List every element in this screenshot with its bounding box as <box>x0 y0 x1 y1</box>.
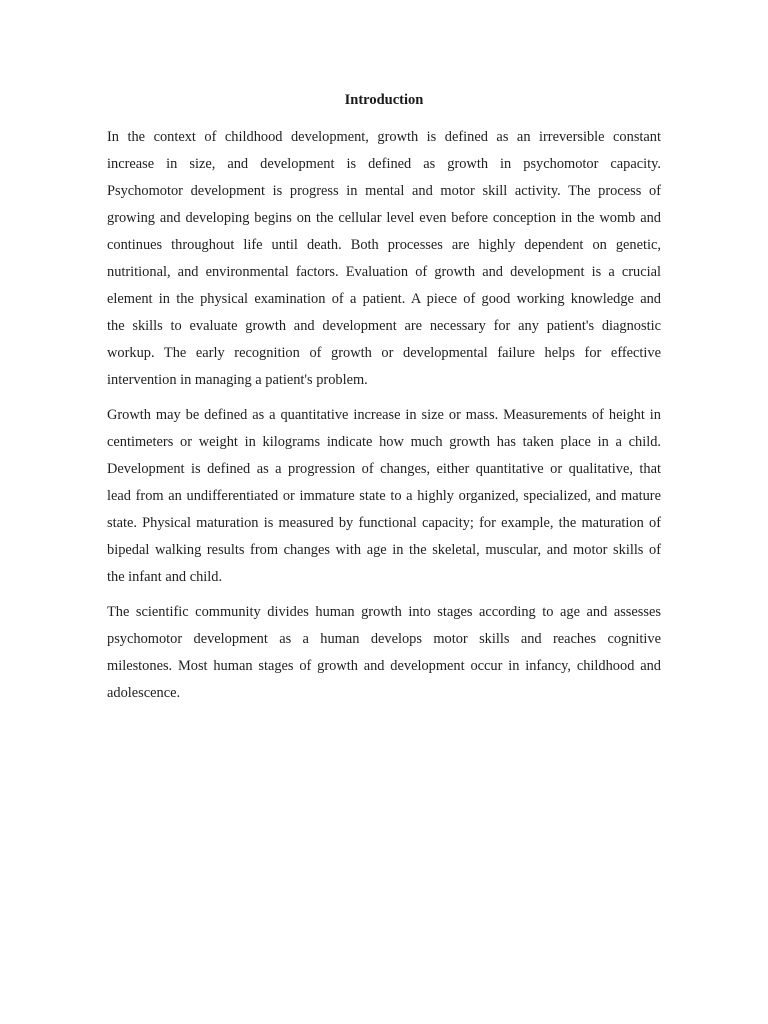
text-line: nutritional, and environmental factors. Evaluation of growth and development is a crucial <box>107 264 661 280</box>
text-line: In the context of childhood development, growth is defined as an irreversible constant <box>107 129 661 145</box>
text-line: increase in size, and development is defined as growth in psychomotor capacity. <box>107 156 661 172</box>
text-line: state. Physical maturation is measured by functional capacity; for example, the maturation of <box>107 515 661 531</box>
text-line: continues throughout life until death. Both processes are highly dependent on genetic, <box>107 237 661 253</box>
paragraph-2 <box>107 402 661 591</box>
section-heading: Introduction <box>344 92 424 108</box>
text-line: Psychomotor development is progress in mental and motor skill activity. The process of <box>107 183 661 199</box>
text-line: lead from an undifferentiated or immature state to a highly organized, specialized, and mature <box>107 488 661 504</box>
text-line: element in the physical examination of a patient. A piece of good working knowledge and <box>107 291 661 307</box>
paragraph-1 <box>107 124 661 394</box>
text-line: growing and developing begins on the cellular level even before conception in the womb and <box>107 210 661 226</box>
text-line: The scientific community divides human growth into stages according to age and assesses <box>107 604 661 620</box>
text-line: centimeters or weight in kilograms indicate how much growth has taken place in a child. <box>107 434 661 450</box>
text-line: Development is defined as a progression of changes, either quantitative or qualitative, that <box>107 461 661 477</box>
text-line: milestones. Most human stages of growth and development occur in infancy, childhood and <box>107 658 661 674</box>
text-line: the skills to evaluate growth and development are necessary for any patient's diagnostic <box>107 318 661 334</box>
text-line: bipedal walking results from changes with age in the skeletal, muscular, and motor skills of <box>107 542 661 558</box>
paragraph-3 <box>107 599 661 707</box>
text-line: psychomotor development as a human develops motor skills and reaches cognitive <box>107 631 661 647</box>
text-line: the infant and child. <box>107 569 223 585</box>
text-line: workup. The early recognition of growth or developmental failure helps for effective <box>107 345 661 361</box>
text-line: adolescence. <box>107 685 181 701</box>
text-line: intervention in managing a patient's problem. <box>107 372 368 388</box>
text-line: Growth may be defined as a quantitative increase in size or mass. Measurements of height in <box>107 407 661 423</box>
